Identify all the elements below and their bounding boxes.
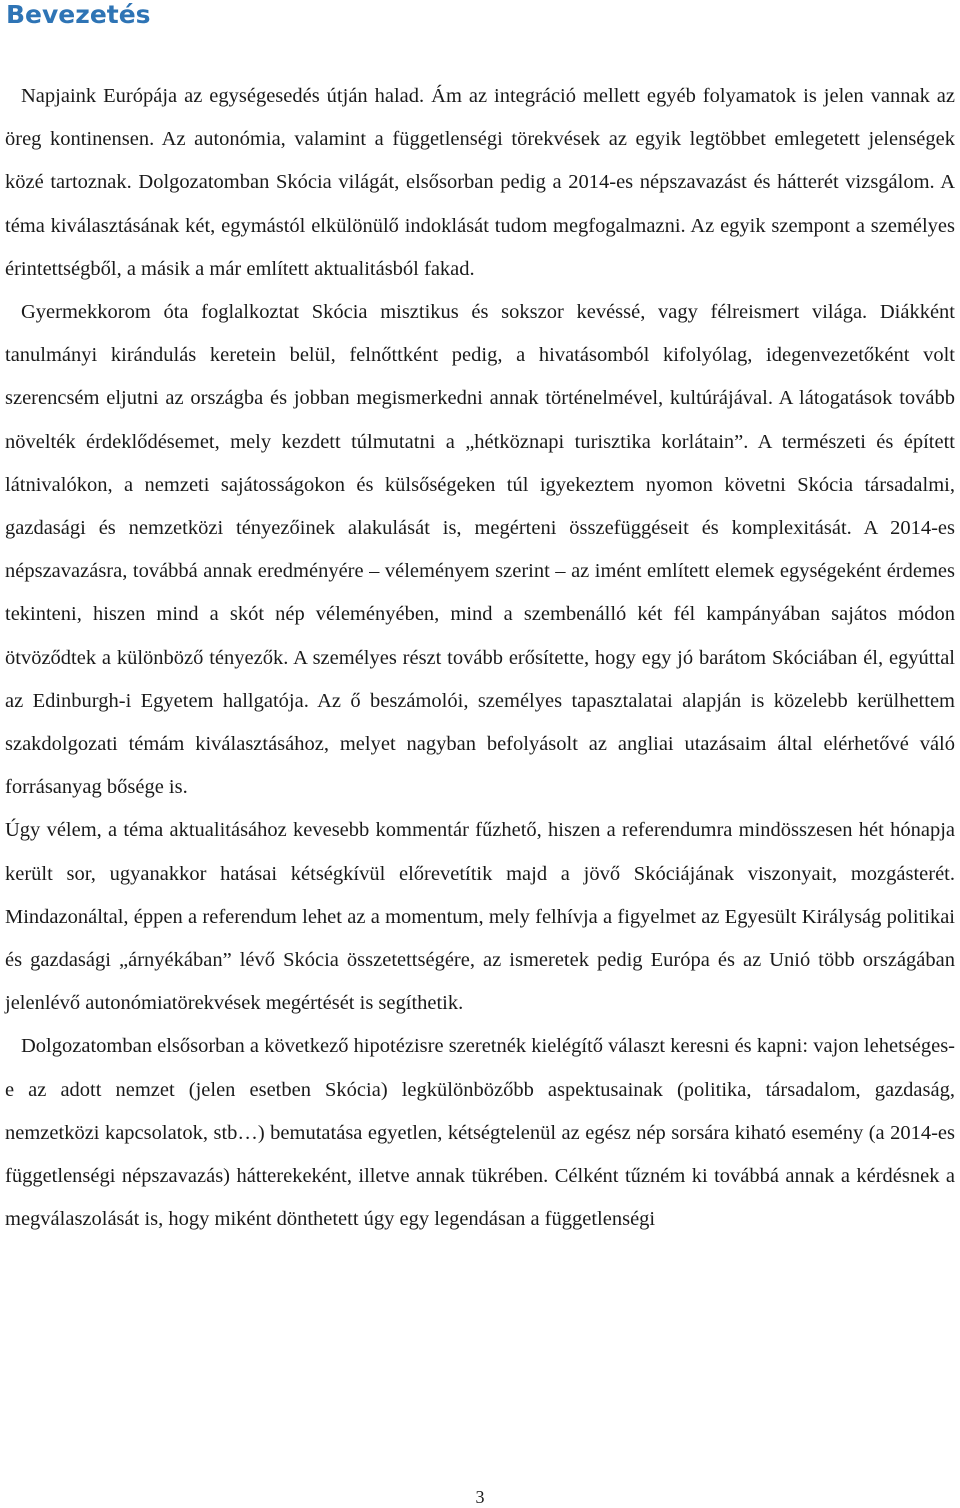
section-heading: Bevezetés [6, 0, 151, 29]
paragraph-intro: Napjaink Európája az egységesedés útján halad. Ám az integráció mellett egyéb folyamatok is jelen vannak az öreg kontinensen. Az autonómia, valamint a függetlenségi törekvések az egyik legtöbbet emlegetett jelenségek közé tartoznak. Dolgozatomban Skócia világát, elsősorban pedig a 2014-es népszavazást és hátterét vizsgálom. A téma kiválasztásának két, egymástól elkülönülő indoklását tudom megfogalmazni. Az egyik szempont a személyes érintettségből, a másik a már említett aktualitásból fakad. [5, 85, 955, 280]
paragraph-hypothesis: Dolgozatomban elsősorban a következő hipotézisre szeretnék kielégítő választ keresni és kapni: vajon lehetséges-e az adott nemzet (jelen esetben Skócia) legkülönbözőbb aspektusainak (politika, társadalom, gazdaság, nemzetközi kapcsolatok, stb…) bemutatása egyetlen, kétségtelenül az egész nép sorsára kiható esemény (a 2014-es függetlenségi népszavazás) hátterekeként, illetve annak tükrében. Célként tűzném ki továbbá annak a kérdésnek a megválaszolását is, hogy miként dönthetett úgy egy legendásan a függetlenségi [5, 1035, 955, 1231]
paragraph-personal-motivation: Gyermekkorom óta foglalkoztat Skócia misztikus és sokszor kevéssé, vagy félreismert világa. Diákként tanulmányi kirándulás keretein belül, felnőttként pedig, a hivatásomból kifolyólag, idegenvezetőként volt szerencsém eljutni az országba és jobban megismerkedni annak történelmével, kultúrájával. A látogatások tovább növelték érdeklődésemet, mely kezdett túlmutatni a „hétköznapi turisztika korlátain”. A természeti és épített látnivalókon, a nemzeti sajátosságokon és külsőségeken túl igyekeztem nyomon követni Skócia társadalmi, gazdasági és nemzetközi tényezőinek alakulását is, megérteni összefüggéseit és komplexitását. A 2014-es népszavazásra, továbbá annak eredményére – véleményem szerint – az imént említett elemek egységeként érdemes tekinteni, hiszen mind a skót nép véleményében, mind a szembenálló két fél kampányában sajátos módon ötvöződtek a különböző tényezők. A személyes részt tovább erősítette, hogy egy jó barátom Skóciában él, egyúttal az Edinburgh-i Egyetem hallgatója. Az ő beszámolói, személyes tapasztalatai alapján is közelebb kerülhettem szakdolgozati témám kiválasztásához, melyet nagyban befolyásolt az angliai utazásaim által elérhetővé váló forrásanyag bősége is. [5, 301, 955, 799]
body-text [5, 75, 955, 1241]
paragraph-topicality: Úgy vélem, a téma aktualitásához kevesebb kommentár fűzhető, hiszen a referendumra mindösszesen hét hónapja került sor, ugyanakkor hatásai kétségkívül előrevetítik majd a jövő Skóciájának viszonyait, mozgásterét. Mindazonáltal, éppen a referendum lehet az a momentum, mely felhívja a figyelmet az Egyesült Királyság politikai és gazdasági „árnyékában” lévő Skócia összetettségére, az ismeretek pedig Európa és az Unió több országában jelenlévő autonómiatörekvések megértését is segíthetik. [5, 819, 955, 1015]
page-number: 3 [475, 1487, 485, 1507]
